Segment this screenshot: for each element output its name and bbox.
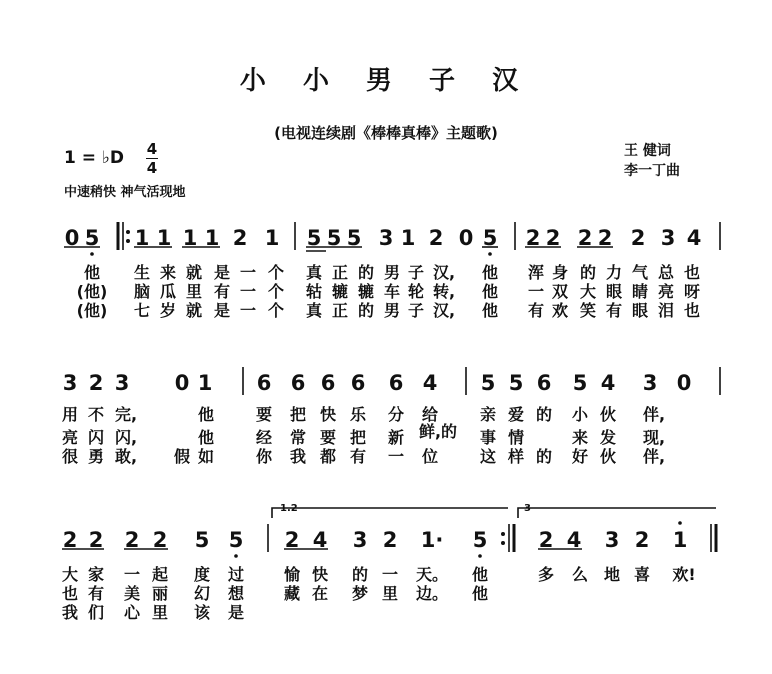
lyric: 快 (311, 565, 329, 584)
lyric: 家 (87, 565, 105, 584)
note: 1 (204, 226, 220, 250)
note: 3 (642, 371, 658, 395)
note: 5 (326, 226, 342, 250)
lyric: 事 (479, 428, 497, 447)
lyric: 该 (193, 603, 211, 622)
lyric: 常 (289, 428, 307, 447)
lyric: 们 (87, 603, 105, 622)
note: 1 (400, 226, 416, 250)
note: 2 (577, 226, 593, 250)
lyric: 车 (383, 282, 401, 301)
lyric: 经 (255, 428, 273, 447)
lyric: 发 (599, 428, 617, 447)
lyric: 欢 (551, 301, 569, 320)
note: 2 (630, 226, 646, 250)
lyric: 我 (289, 447, 307, 466)
lyric: 起 (151, 565, 169, 584)
lyric: 亮 (657, 282, 675, 301)
lyric: 这 (479, 447, 497, 466)
note: 4 (312, 528, 328, 552)
lyric: 欢! (672, 565, 696, 584)
note: 6 (350, 371, 366, 395)
lyric: 想 (227, 584, 245, 603)
note: 5 (194, 528, 210, 552)
note: 2 (88, 371, 104, 395)
lyric: 的 (535, 405, 553, 424)
time-signature-top: 4 (146, 140, 158, 158)
lyric: 也 (61, 584, 79, 603)
lyric: 身 (551, 263, 569, 282)
lyric: 一 (527, 282, 545, 301)
lyric: 愉 (283, 565, 301, 584)
lyric: 是 (227, 603, 245, 622)
lyric: 汉, (432, 263, 456, 282)
lyric: 有 (213, 282, 231, 301)
octave-dot (90, 252, 94, 256)
lyric: 眼 (605, 282, 623, 301)
lyric: 一 (387, 447, 405, 466)
note: 2 (538, 528, 554, 552)
lyric: 正 (331, 263, 349, 282)
lyric: 真 (305, 263, 323, 282)
lyric: 多 (537, 565, 555, 584)
lyric: 就 (185, 263, 203, 282)
lyric: 你 (255, 447, 273, 466)
lyric: 鲜,的 (418, 422, 458, 441)
note: 1 (197, 371, 213, 395)
lyric: 岁 (159, 301, 177, 320)
lyric: 双 (551, 282, 569, 301)
note: 4 (686, 226, 702, 250)
note: 2 (545, 226, 561, 250)
lyric: 的 (357, 263, 375, 282)
note: 2 (62, 528, 78, 552)
lyric: 都 (319, 447, 337, 466)
lyric: 他 (481, 263, 499, 282)
lyricist-credit: 王 健词 (624, 143, 671, 159)
note: 0 (458, 226, 474, 250)
note: 5 (228, 528, 244, 552)
lyric: 气 (631, 263, 649, 282)
lyric: 分 (387, 405, 405, 424)
lyric: 很 (61, 447, 79, 466)
lyric: 轮 (407, 282, 425, 301)
note: 0 (676, 371, 692, 395)
lyric: 轱 (305, 282, 323, 301)
note: 5 (472, 528, 488, 552)
lyric: 亲 (479, 405, 497, 424)
repeat-dot (126, 230, 130, 234)
lyric: 泪 (657, 301, 675, 320)
note: 2 (525, 226, 541, 250)
lyric: 生 (133, 263, 151, 282)
note: 5 (508, 371, 524, 395)
note: 4 (566, 528, 582, 552)
lyric: 我 (61, 603, 79, 622)
note: 5 (480, 371, 496, 395)
repeat-dot (501, 541, 505, 545)
lyric: 辘 (331, 282, 349, 301)
lyric: 小 (571, 405, 589, 424)
lyric: 来 (571, 428, 589, 447)
lyric: 丽 (151, 584, 169, 603)
lyric: 他 (197, 428, 215, 447)
lyric: 给 (421, 405, 439, 424)
lyric: 子 (407, 301, 425, 320)
note: 1 (672, 528, 688, 552)
note: 1· (420, 528, 444, 552)
lyric: 快 (319, 405, 337, 424)
lyric: 的 (535, 447, 553, 466)
lyric: 一 (123, 565, 141, 584)
note: 2 (428, 226, 444, 250)
repeat-dot (501, 532, 505, 536)
lyric: 里 (151, 603, 169, 622)
lyric: 边。 (415, 584, 449, 603)
note: 0 (64, 226, 80, 250)
lyric: 现, (642, 428, 666, 447)
lyric: 爱 (507, 405, 525, 424)
lyric: 好 (571, 447, 589, 466)
lyric: 在 (311, 584, 329, 603)
lyric: 用 (61, 405, 79, 424)
lyric: 样 (507, 447, 525, 466)
lyric: 他 (471, 565, 489, 584)
lyric: 瓜 (159, 282, 177, 301)
lyric: 笑 (579, 301, 597, 320)
note: 3 (378, 226, 394, 250)
lyric: (他) (76, 301, 108, 320)
lyric: 一 (239, 301, 257, 320)
lyric: 他 (481, 301, 499, 320)
lyric: 里 (381, 584, 399, 603)
lyric: (他) (76, 282, 108, 301)
composer-credit: 李一丁曲 (624, 163, 680, 179)
lyric: 转, (432, 282, 456, 301)
lyric: 有 (349, 447, 367, 466)
lyric: 一 (239, 282, 257, 301)
lyric: 新 (387, 428, 405, 447)
note: 3 (62, 371, 78, 395)
lyric: 敢, (114, 447, 138, 466)
volta-3: 3 (524, 503, 531, 514)
lyric: 脑 (133, 282, 151, 301)
lyric: 他 (481, 282, 499, 301)
lyric: 天。 (415, 565, 449, 584)
note: 6 (536, 371, 552, 395)
note: 6 (290, 371, 306, 395)
lyric: 个 (267, 282, 285, 301)
lyric: 闪 (87, 428, 105, 447)
lyric: 也 (683, 263, 701, 282)
lyric: 大 (61, 565, 79, 584)
lyric: 一 (381, 565, 399, 584)
octave-dot (488, 252, 492, 256)
lyric: 辘 (357, 282, 375, 301)
lyric: 幻 (193, 584, 211, 603)
lyric: 男 (383, 263, 401, 282)
note: 5 (482, 226, 498, 250)
key-signature: 1 = ♭D (64, 148, 125, 168)
lyric: 个 (267, 301, 285, 320)
note: 3 (114, 371, 130, 395)
lyric: 美 (123, 584, 141, 603)
lyric: 亮 (61, 428, 79, 447)
lyric: 乐 (349, 405, 367, 424)
lyric: 勇 (87, 447, 105, 466)
note: 2 (284, 528, 300, 552)
note: 5 (306, 226, 322, 250)
note: 4 (600, 371, 616, 395)
lyric: 心 (123, 603, 141, 622)
lyric: 不 (87, 405, 105, 424)
note: 3 (660, 226, 676, 250)
lyric: 伴, (642, 447, 666, 466)
lyric: 位 (421, 447, 439, 466)
lyric: 是 (213, 301, 231, 320)
note: 1 (182, 226, 198, 250)
note: 2 (152, 528, 168, 552)
lyric: 正 (331, 301, 349, 320)
lyric: 地 (603, 565, 621, 584)
lyric: 男 (383, 301, 401, 320)
volta-1-2: 1.2 (280, 503, 298, 514)
lyric: 的 (357, 301, 375, 320)
lyric: 有 (87, 584, 105, 603)
lyric: 个 (267, 263, 285, 282)
note: 2 (382, 528, 398, 552)
lyric: 情 (507, 428, 525, 447)
lyric: 伴, (642, 405, 666, 424)
lyric: 完, (114, 405, 138, 424)
lyric: 眼 (631, 301, 649, 320)
lyric: 梦 (351, 584, 369, 603)
volta-bracket (518, 508, 716, 518)
tempo-marking: 中速稍快 神气活现地 (64, 185, 186, 200)
lyric: 浑 (527, 263, 545, 282)
lyric: 七 (133, 301, 151, 320)
repeat-dot (126, 239, 130, 243)
lyric: 喜 (633, 565, 651, 584)
lyric: 伙 (599, 405, 617, 424)
lyric: 他 (197, 405, 215, 424)
note: 1 (134, 226, 150, 250)
lyric: 汉, (432, 301, 456, 320)
note: 2 (232, 226, 248, 250)
lyric: 也 (683, 301, 701, 320)
lyric: 有 (527, 301, 545, 320)
lyric: 如 (197, 447, 215, 466)
note: 5 (84, 226, 100, 250)
octave-dot (478, 554, 482, 558)
note: 6 (320, 371, 336, 395)
note: 2 (88, 528, 104, 552)
note: 6 (388, 371, 404, 395)
octave-dot (234, 554, 238, 558)
lyric: 么 (571, 565, 589, 584)
lyric: 把 (349, 428, 367, 447)
note: 5 (346, 226, 362, 250)
lyric: 闪, (114, 428, 138, 447)
lyric: 呀 (683, 282, 701, 301)
note: 2 (597, 226, 613, 250)
lyric: 睛 (631, 282, 649, 301)
song-subtitle: (电视连续剧《棒棒真棒》主题歌) (274, 124, 498, 142)
note: 3 (352, 528, 368, 552)
lyric: 总 (657, 263, 675, 282)
note: 2 (634, 528, 650, 552)
note: 0 (174, 371, 190, 395)
note: 1 (264, 226, 280, 250)
song-title: 小 小 男 子 汉 (239, 66, 533, 96)
lyric: 有 (605, 301, 623, 320)
lyric: 里 (185, 282, 203, 301)
octave-dot (678, 521, 682, 525)
note: 1 (156, 226, 172, 250)
lyric: 要 (255, 405, 273, 424)
note: 4 (422, 371, 438, 395)
lyric: 把 (289, 405, 307, 424)
note: 6 (256, 371, 272, 395)
lyric: 假 (173, 447, 191, 466)
lyric: 伙 (599, 447, 617, 466)
lyric: 就 (185, 301, 203, 320)
lyric: 他 (471, 584, 489, 603)
lyric: 一 (239, 263, 257, 282)
lyric: 要 (319, 428, 337, 447)
lyric: 藏 (283, 584, 301, 603)
note: 5 (572, 371, 588, 395)
lyric: 真 (305, 301, 323, 320)
lyric: 大 (579, 282, 597, 301)
lyric: 他 (83, 263, 101, 282)
lyric: 子 (407, 263, 425, 282)
note: 3 (604, 528, 620, 552)
lyric: 的 (351, 565, 369, 584)
lyric: 是 (213, 263, 231, 282)
volta-bracket (272, 508, 508, 518)
lyric: 力 (605, 263, 623, 282)
lyric: 度 (193, 565, 211, 584)
lyric: 过 (227, 565, 245, 584)
note: 2 (124, 528, 140, 552)
lyric: 来 (159, 263, 177, 282)
lyric: 的 (579, 263, 597, 282)
time-signature-bottom: 4 (146, 159, 158, 177)
